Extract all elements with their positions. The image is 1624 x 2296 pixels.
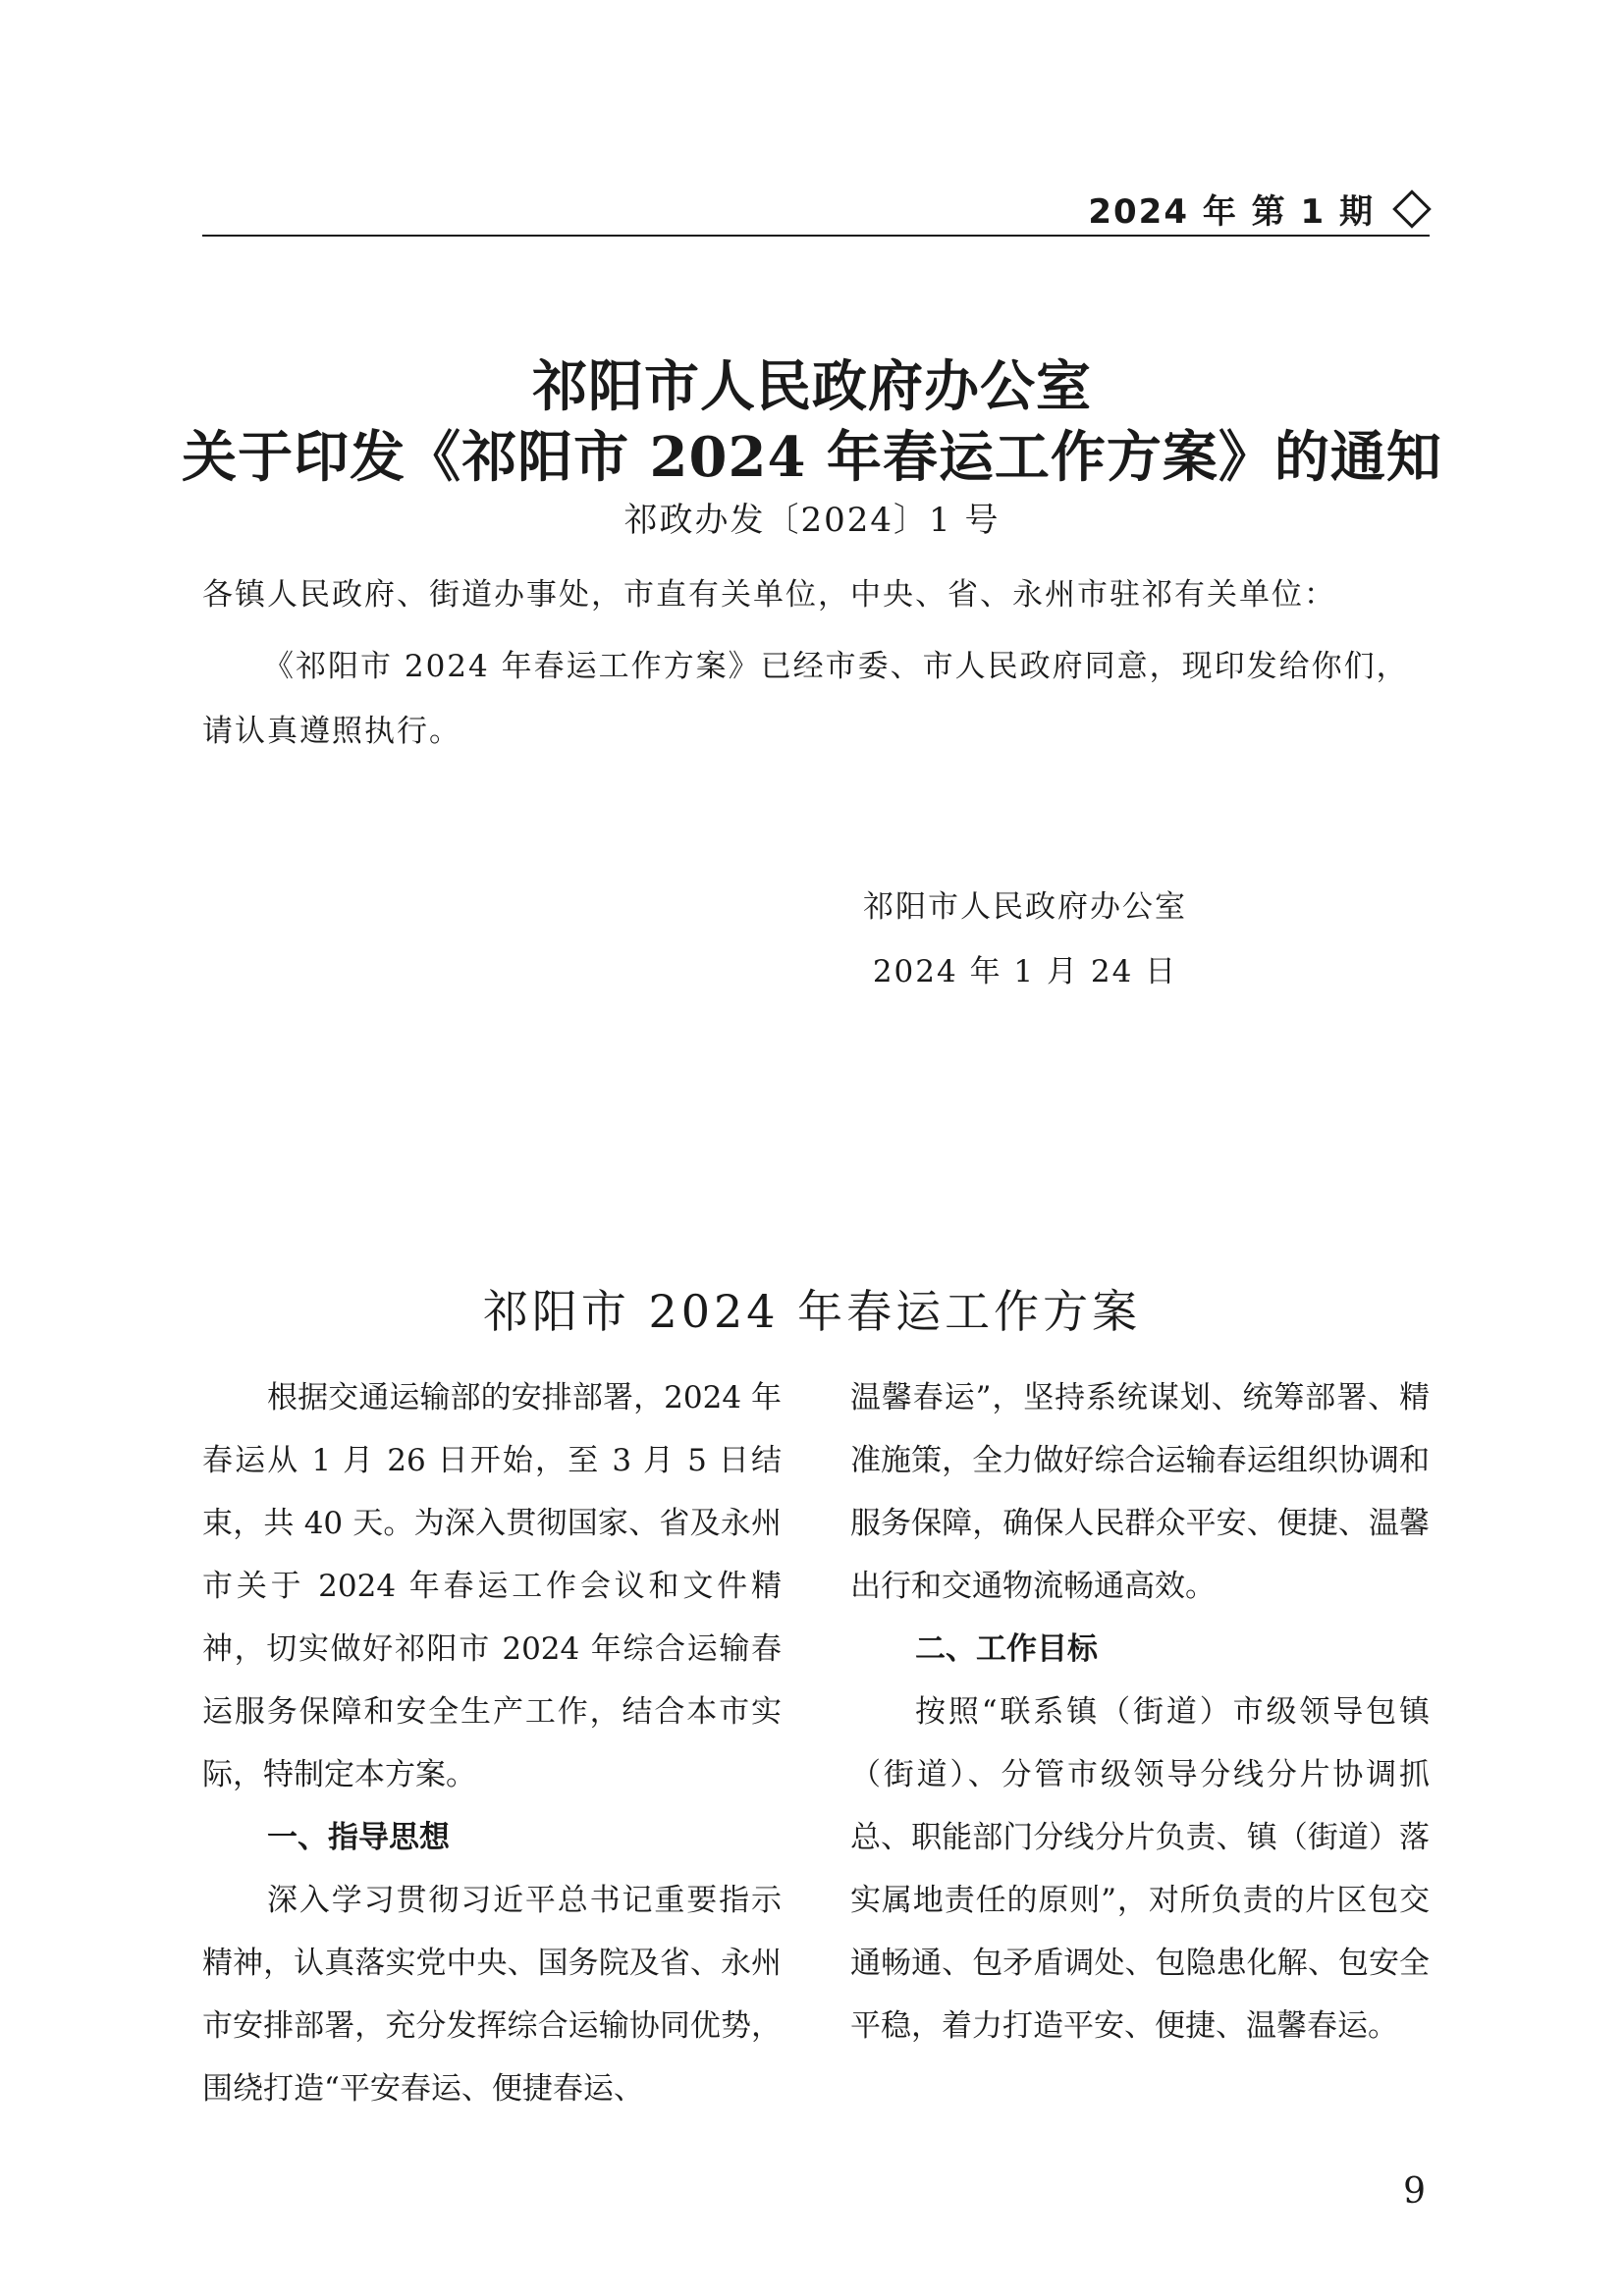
paragraph: 深入学习贯彻习近平总书记重要指示精神，认真落实党中央、国务院及省、永州市安排部署，充分发挥综合运输协同优势，围绕打造“平安春运、便捷春运、 (202, 1883, 782, 2107)
notice-title-line2: 关于印发《祁阳市 2024 年春运工作方案》的通知 (182, 425, 1442, 490)
page-number: 9 (1403, 2171, 1426, 2212)
issue-label (1088, 185, 1426, 233)
section-heading: 二、工作目标 (915, 1631, 1098, 1667)
addressee: 各镇人民政府、街道办事处，市直有关单位，中央、省、永州市驻祁有关单位： (202, 577, 1336, 613)
issue-text: 2024 年 第 1 期 (1088, 192, 1375, 232)
diamond-icon (1392, 189, 1432, 229)
paragraph: 温馨春运”，坚持系统谋划、统筹部署、精准施策，全力做好综合运输春运组织协调和服务保障，确保人民群众平安、便捷、温馨出行和交通物流畅通高效。 (850, 1380, 1430, 1604)
column-right (850, 1366, 1430, 2057)
notice-body: 《祁阳市 2024 年春运工作方案》已经市委、市人民政府同意，现印发给你们，请认真遵照执行。 (202, 649, 1409, 749)
column-left (202, 1366, 782, 2120)
paragraph: 按照“联系镇（街道）市级领导包镇（街道）、分管市级领导分线分片协调抓总、职能部门分线分片负责、镇（街道）落实属地责任的原则”，对所负责的片区包交通畅通、包矛盾调处、包隐患化解、包安全平稳，着力打造平安、便捷、温馨春运。 (850, 1694, 1430, 2044)
section-heading: 一、指导思想 (267, 1820, 450, 1855)
plan-title: 祁阳市 2024 年春运工作方案 (482, 1285, 1142, 1338)
notice-title-line1: 祁阳市人民政府办公室 (532, 354, 1092, 419)
notice-date: 2024 年 1 月 24 日 (872, 954, 1178, 989)
signer: 祁阳市人民政府办公室 (863, 889, 1187, 925)
header-rule (202, 235, 1430, 237)
paragraph: 根据交通运输部的安排部署，2024 年春运从 1 月 26 日开始，至 3 月 5 日结束，共 40 天。为深入贯彻国家、省及永州市关于 2024 年春运工作会议和文件精神，切实做好祁阳市 2024 年综合运输春运服务保障和安全生产工作，结合本市实际，特制定本方案。 (202, 1380, 782, 1792)
document-number: 祁政办发〔2024〕1 号 (623, 501, 1001, 540)
